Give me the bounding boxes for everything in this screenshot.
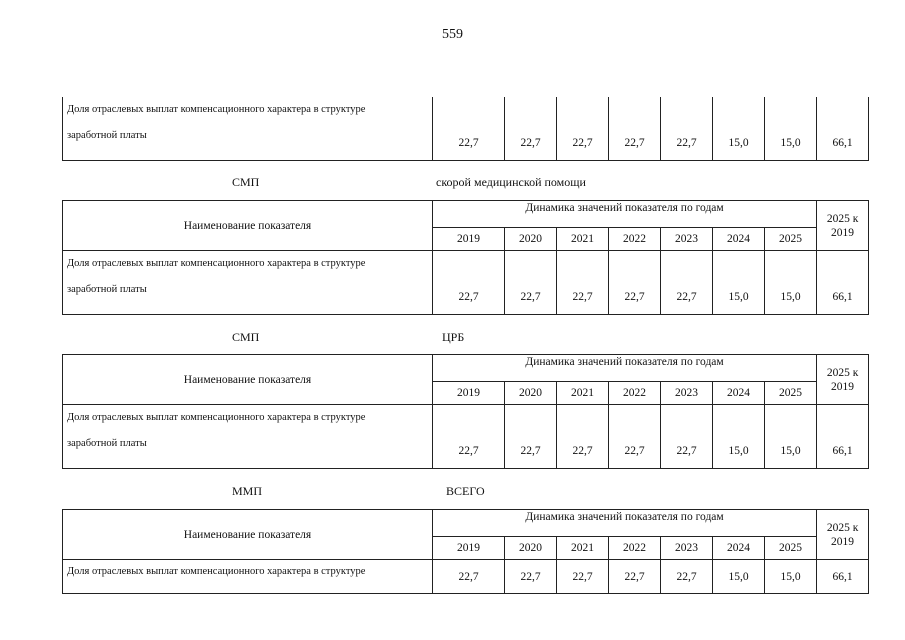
section-1-table xyxy=(62,200,869,315)
section-2-organization: ЦРБ xyxy=(442,330,465,344)
year-2020: 2020 xyxy=(505,382,557,405)
dynamics-header: Динамика значений показателя по годам xyxy=(433,201,817,228)
value-2019: 22,7 xyxy=(433,405,505,469)
value-2025-vs-2019: 66,1 xyxy=(817,97,869,161)
value-2025-vs-2019: 66,1 xyxy=(817,405,869,469)
year-2021: 2021 xyxy=(557,382,609,405)
year-2022: 2022 xyxy=(609,228,661,251)
header-row xyxy=(63,510,869,537)
section-2-table xyxy=(62,354,869,469)
value-2025: 15,0 xyxy=(765,97,817,161)
section-1-organization: скорой медицинской помощи xyxy=(436,175,586,189)
value-2020: 22,7 xyxy=(505,405,557,469)
value-2022: 22,7 xyxy=(609,97,661,161)
year-2023: 2023 xyxy=(661,228,713,251)
target-header-line-2: 2019 xyxy=(831,226,855,239)
value-2024: 15,0 xyxy=(713,251,765,315)
year-2024: 2024 xyxy=(713,382,765,405)
year-2025: 2025 xyxy=(765,537,817,560)
value-2021: 22,7 xyxy=(557,251,609,315)
indicator-name xyxy=(63,251,433,315)
year-2019: 2019 xyxy=(433,537,505,560)
data-row xyxy=(63,251,869,315)
value-2023: 22,7 xyxy=(661,97,713,161)
indicator-line-1: Доля отраслевых выплат компенсационного характера в структуре xyxy=(67,566,366,577)
value-2019: 22,7 xyxy=(433,560,505,594)
value-2021: 22,7 xyxy=(557,405,609,469)
header-row xyxy=(63,201,869,228)
target-header xyxy=(817,510,869,560)
indicator-line-2: заработной платы xyxy=(67,284,147,295)
target-header-line-1: 2025 к xyxy=(826,212,859,225)
year-2024: 2024 xyxy=(713,228,765,251)
data-row xyxy=(63,560,869,594)
indicator-name xyxy=(63,405,433,469)
section-3-organization: ВСЕГО xyxy=(446,484,485,498)
year-2019: 2019 xyxy=(433,382,505,405)
year-2022: 2022 xyxy=(609,537,661,560)
year-2019: 2019 xyxy=(433,228,505,251)
value-2025: 15,0 xyxy=(765,405,817,469)
target-header-line-1: 2025 к xyxy=(826,521,859,534)
name-column-header: Наименование показателя xyxy=(63,355,433,405)
year-2021: 2021 xyxy=(557,537,609,560)
value-2022: 22,7 xyxy=(609,251,661,315)
section-1-type: СМП xyxy=(232,175,260,189)
year-2025: 2025 xyxy=(765,228,817,251)
value-2023: 22,7 xyxy=(661,251,713,315)
indicator-line-1: Доля отраслевых выплат компенсационного характера в структуре xyxy=(67,104,366,115)
indicator-name xyxy=(63,560,433,594)
target-header-line-2: 2019 xyxy=(831,535,855,548)
value-2025: 15,0 xyxy=(765,560,817,594)
year-2025: 2025 xyxy=(765,382,817,405)
year-2022: 2022 xyxy=(609,382,661,405)
value-2020: 22,7 xyxy=(505,251,557,315)
value-2020: 22,7 xyxy=(505,97,557,161)
year-2024: 2024 xyxy=(713,537,765,560)
value-2024: 15,0 xyxy=(713,405,765,469)
target-header-line-2: 2019 xyxy=(831,380,855,393)
value-2024: 15,0 xyxy=(713,97,765,161)
value-2022: 22,7 xyxy=(609,405,661,469)
section-3-type: ММП xyxy=(232,484,263,498)
indicator-line-1: Доля отраслевых выплат компенсационного характера в структуре xyxy=(67,258,366,269)
target-header xyxy=(817,355,869,405)
year-2020: 2020 xyxy=(505,228,557,251)
top-fragment-row xyxy=(63,97,869,161)
indicator-line-2: заработной платы xyxy=(67,438,147,449)
indicator-line-1: Доля отраслевых выплат компенсационного характера в структуре xyxy=(67,412,366,423)
value-2023: 22,7 xyxy=(661,405,713,469)
value-2020: 22,7 xyxy=(505,560,557,594)
dynamics-header: Динамика значений показателя по годам xyxy=(433,510,817,537)
value-2023: 22,7 xyxy=(661,560,713,594)
name-column-header: Наименование показателя xyxy=(63,510,433,560)
year-2021: 2021 xyxy=(557,228,609,251)
name-column-header: Наименование показателя xyxy=(63,201,433,251)
value-2019: 22,7 xyxy=(433,97,505,161)
value-2025-vs-2019: 66,1 xyxy=(817,251,869,315)
value-2022: 22,7 xyxy=(609,560,661,594)
year-2020: 2020 xyxy=(505,537,557,560)
year-2023: 2023 xyxy=(661,537,713,560)
year-2023: 2023 xyxy=(661,382,713,405)
page-number: 559 xyxy=(442,27,463,42)
dynamics-header: Динамика значений показателя по годам xyxy=(433,355,817,382)
data-row xyxy=(63,405,869,469)
header-row xyxy=(63,355,869,382)
target-header xyxy=(817,201,869,251)
indicator-line-2: заработной платы xyxy=(67,130,147,141)
top-fragment-table xyxy=(62,97,869,161)
target-header-line-1: 2025 к xyxy=(826,366,859,379)
value-2024: 15,0 xyxy=(713,560,765,594)
value-2019: 22,7 xyxy=(433,251,505,315)
value-2021: 22,7 xyxy=(557,97,609,161)
section-2-type: СМП xyxy=(232,330,260,344)
value-2021: 22,7 xyxy=(557,560,609,594)
section-3-table xyxy=(62,509,869,594)
value-2025: 15,0 xyxy=(765,251,817,315)
indicator-name xyxy=(63,97,433,161)
value-2025-vs-2019: 66,1 xyxy=(817,560,869,594)
